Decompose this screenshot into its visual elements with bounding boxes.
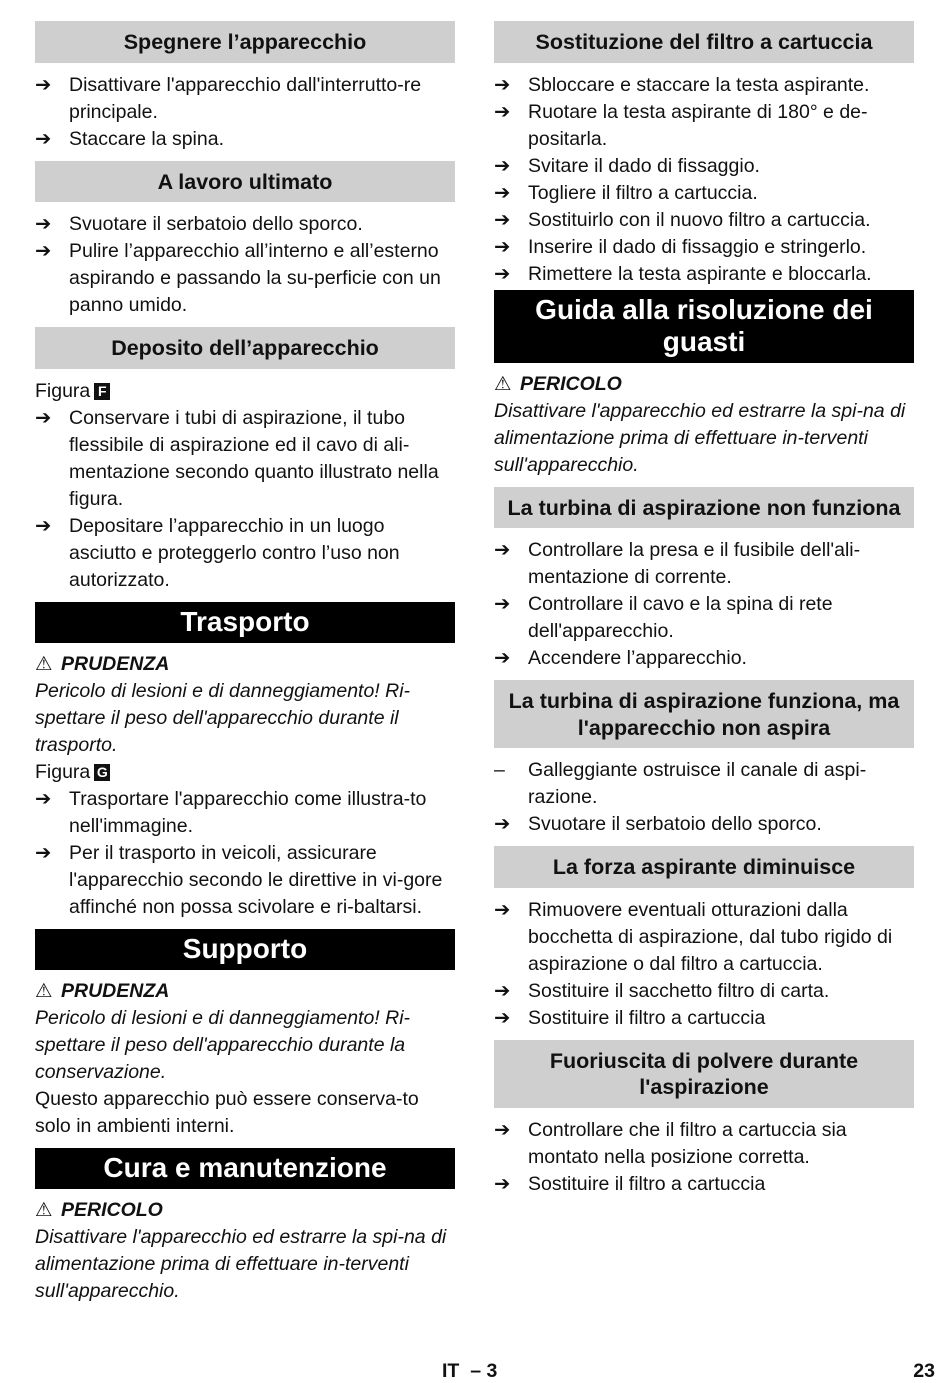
warning-label: ⚠ PERICOLO	[494, 371, 914, 398]
arrow-right-icon: ➔	[494, 593, 511, 615]
arrow-right-icon: ➔	[35, 213, 52, 235]
heading-forza-aspirante: La forza aspirante diminuisce	[494, 846, 914, 888]
list-item: ➔ Conservare i tubi di aspirazione, il tubo flessibile di aspirazione ed il cavo di ali-mentazione secondo quanto illustrato nella figura.	[35, 406, 439, 510]
list-item: ➔ Sbloccare e staccare la testa aspirante.	[494, 72, 914, 99]
arrow-right-icon: ➔	[494, 539, 511, 561]
warning-triangle-icon: ⚠	[35, 1198, 53, 1221]
list-item: ➔ Rimuovere eventuali otturazioni dalla bocchetta di aspirazione, dal tubo rigido di aspirazione o dal filtro a cartuccia.	[494, 898, 893, 975]
list-item: ➔ Sostituirlo con il nuovo filtro a cartuccia.	[494, 207, 914, 234]
arrow-right-icon: ➔	[494, 1118, 511, 1141]
figure-badge: F	[94, 383, 110, 400]
list-item: ➔ Per il trasporto in veicoli, assicurare l'apparecchio secondo le direttive in vi-gore affinché non possa scivolare e ri-baltarsi.	[35, 841, 443, 918]
arrow-right-icon: ➔	[494, 208, 511, 231]
warning-label: ⚠ PRUDENZA	[35, 978, 455, 1005]
warning-label: ⚠ PRUDENZA	[35, 651, 455, 678]
list-item: ➔ Svuotare il serbatoio dello sporco.	[494, 811, 914, 838]
figure-badge: G	[94, 764, 110, 781]
list-item: ➔ Accendere l’apparecchio.	[494, 645, 914, 672]
arrow-right-icon: ➔	[494, 898, 511, 921]
list-item: ➔ Trasportare l'apparecchio come illustra-to nell'immagine.	[35, 787, 427, 837]
heading-fuoriuscita-polvere: Fuoriuscita di polvere durante l'aspirazione	[494, 1040, 914, 1108]
list-item: ➔ Inserire il dado di fissaggio e stringerlo.	[494, 234, 914, 261]
arrow-right-icon: ➔	[494, 979, 511, 1002]
arrow-right-icon: ➔	[35, 127, 52, 150]
list-item: ➔ Controllare che il filtro a cartuccia sia montato nella posizione corretta.	[494, 1118, 847, 1168]
list-item: ➔ Sostituire il filtro a cartuccia	[494, 1171, 914, 1198]
footer-section-label: IT – 3	[442, 1360, 498, 1382]
list-item: ➔ Controllare la presa e il fusibile dell'ali-mentazione di corrente.	[494, 539, 861, 588]
arrow-right-icon: ➔	[494, 100, 511, 123]
arrow-right-icon: ➔	[494, 73, 511, 96]
warning-text: Disattivare l'apparecchio ed estrarre la spi-na di alimentazione prima di effettuare in-terventi sull'apparecchio.	[494, 399, 906, 476]
warning-triangle-icon: ⚠	[494, 372, 512, 395]
arrow-right-icon: ➔	[494, 154, 511, 177]
heading-risoluzione-guasti: Guida alla risoluzione dei guasti	[494, 290, 914, 363]
arrow-right-icon: ➔	[35, 514, 52, 537]
heading-sostituzione-filtro: Sostituzione del filtro a cartuccia	[494, 21, 914, 63]
heading-lavoro-ultimato: A lavoro ultimato	[35, 161, 455, 203]
arrow-right-icon: ➔	[494, 235, 511, 258]
list-item: ➔ Sostituire il sacchetto filtro di carta.	[494, 978, 914, 1005]
dash-icon: –	[494, 759, 505, 781]
arrow-right-icon: ➔	[494, 262, 511, 285]
arrow-right-icon: ➔	[494, 1172, 511, 1195]
list-item: ➔ Depositare l’apparecchio in un luogo asciutto e proteggerlo contro l’uso non autorizzato.	[35, 514, 400, 591]
warning-text: Pericolo di lesioni e di danneggiamento! Ri-spettare il peso dell'apparecchio durante la conservazione.	[35, 1006, 411, 1083]
right-column	[494, 21, 914, 1198]
heading-cura-manutenzione: Cura e manutenzione	[35, 1148, 455, 1189]
heading-deposito: Deposito dell’apparecchio	[35, 327, 455, 369]
arrow-right-icon: ➔	[35, 406, 52, 429]
body-text: Questo apparecchio può essere conserva-to solo in ambienti interni.	[35, 1087, 419, 1137]
list-item: ➔ Staccare la spina.	[35, 126, 455, 153]
list-item: ➔ Svuotare il serbatoio dello sporco.	[35, 211, 455, 238]
arrow-right-icon: ➔	[35, 841, 52, 864]
list-item: ➔ Rimettere la testa aspirante e bloccarla.	[494, 261, 914, 288]
arrow-right-icon: ➔	[494, 181, 511, 204]
list-item: ➔ Togliere il filtro a cartuccia.	[494, 180, 914, 207]
cause-item: – Galleggiante ostruisce il canale di aspi-razione.	[494, 759, 867, 808]
warning-triangle-icon: ⚠	[35, 652, 53, 675]
arrow-right-icon: ➔	[35, 240, 52, 262]
heading-spegnere: Spegnere l’apparecchio	[35, 21, 455, 63]
arrow-right-icon: ➔	[494, 813, 511, 835]
warning-text: Pericolo di lesioni e di danneggiamento! Ri-spettare il peso dell'apparecchio durante il trasporto.	[35, 679, 411, 756]
figure-reference: Figura F	[35, 378, 455, 405]
warning-text: Disattivare l'apparecchio ed estrarre la spi-na di alimentazione prima di effettuare in-terventi sull'apparecchio.	[35, 1225, 447, 1302]
arrow-right-icon: ➔	[35, 73, 52, 96]
list-item: ➔ Pulire l’apparecchio all’interno e all’esterno aspirando e passando la su-perficie con un panno umido.	[35, 240, 441, 316]
heading-trasporto: Trasporto	[35, 602, 455, 643]
list-item: ➔ Disattivare l'apparecchio dall'interrutto-re principale.	[35, 73, 422, 123]
list-item: ➔ Controllare il cavo e la spina di rete dell'apparecchio.	[494, 593, 833, 642]
arrow-right-icon: ➔	[494, 1006, 511, 1029]
heading-turbina-funziona: La turbina di aspirazione funziona, ma l'apparecchio non aspira	[494, 680, 914, 748]
page-number: 23	[913, 1360, 935, 1382]
list-item: ➔ Sostituire il filtro a cartuccia	[494, 1005, 914, 1032]
heading-supporto: Supporto	[35, 929, 455, 970]
arrow-right-icon: ➔	[35, 787, 52, 810]
arrow-right-icon: ➔	[494, 647, 511, 669]
list-item: ➔ Ruotare la testa aspirante di 180° e de-positarla.	[494, 100, 868, 150]
list-item: ➔ Svitare il dado di fissaggio.	[494, 153, 914, 180]
left-column	[35, 21, 455, 1305]
warning-triangle-icon: ⚠	[35, 979, 53, 1002]
figure-reference: Figura G	[35, 759, 455, 786]
warning-label: ⚠ PERICOLO	[35, 1197, 455, 1224]
heading-turbina-non-funziona: La turbina di aspirazione non funziona	[494, 487, 914, 529]
